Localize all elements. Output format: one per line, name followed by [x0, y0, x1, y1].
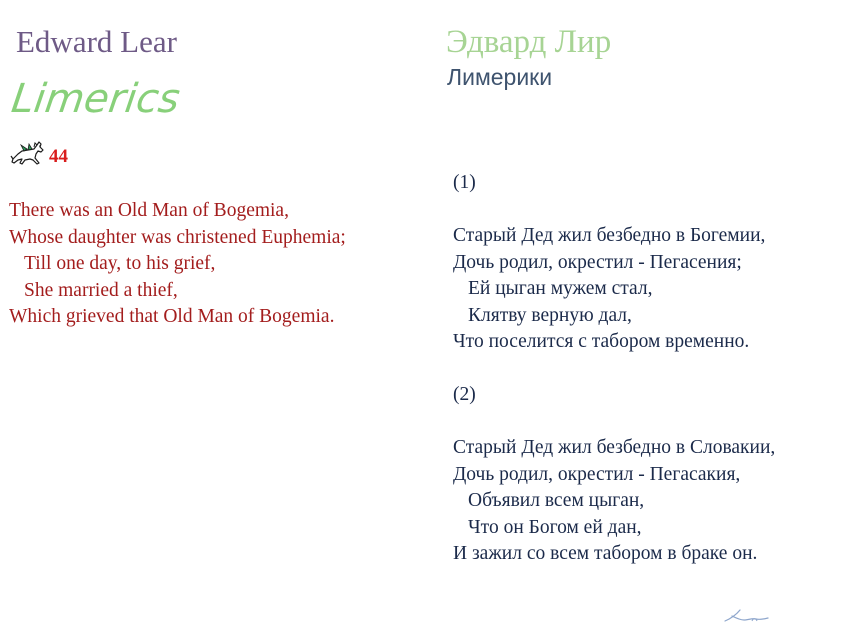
poem-english-line: Till one day, to his grief,	[24, 253, 216, 274]
horse-icon	[10, 139, 46, 169]
limerick-number-badge	[10, 137, 68, 169]
title-russian: Лимерики	[447, 64, 553, 90]
poem-russian-line: Объявил всем цыган,	[468, 490, 645, 511]
poem-russian-line: Клятву верную дал,	[468, 304, 632, 326]
stanza-spacer	[453, 197, 846, 224]
poem-english-line: Whose daughter was christened Euphemia;	[9, 226, 346, 248]
poem-russian-line: Что поселится с табором временно.	[453, 331, 750, 352]
poem-english-line: She married a thief,	[24, 279, 178, 301]
stanza-spacer	[453, 409, 846, 436]
signature-icon	[722, 604, 770, 626]
stanza-spacer	[453, 356, 846, 383]
poem-russian-line: Старый Дед жил безбедно в Словакии,	[453, 437, 776, 458]
poem-russian-line: Старый Дед жил безбедно в Богемии,	[453, 225, 766, 246]
poem-english	[9, 198, 439, 331]
poem-russian-line: Что он Богом ей дан,	[468, 516, 642, 538]
author-name-english: Edward Lear	[16, 24, 177, 59]
author-name-russian: Эдвард Лир	[446, 24, 612, 60]
poem-russian	[453, 170, 846, 568]
poem-russian-line: Ей цыган мужем стал,	[468, 278, 653, 299]
version-label: (2)	[453, 384, 476, 405]
poem-russian-line: Дочь родил, окрестил - Пегасения;	[453, 251, 742, 273]
title-english: Limerics	[8, 76, 183, 122]
poem-russian-line: И зажил со всем табором в браке он.	[453, 543, 758, 564]
poem-english-line: Which grieved that Old Man of Bogemia.	[9, 306, 335, 327]
poem-english-line: There was an Old Man of Bogemia,	[9, 200, 289, 221]
limerick-number: 44	[49, 146, 68, 167]
version-label: (1)	[453, 172, 476, 193]
poem-russian-line: Дочь родил, окрестил - Пегасакия,	[453, 463, 741, 485]
